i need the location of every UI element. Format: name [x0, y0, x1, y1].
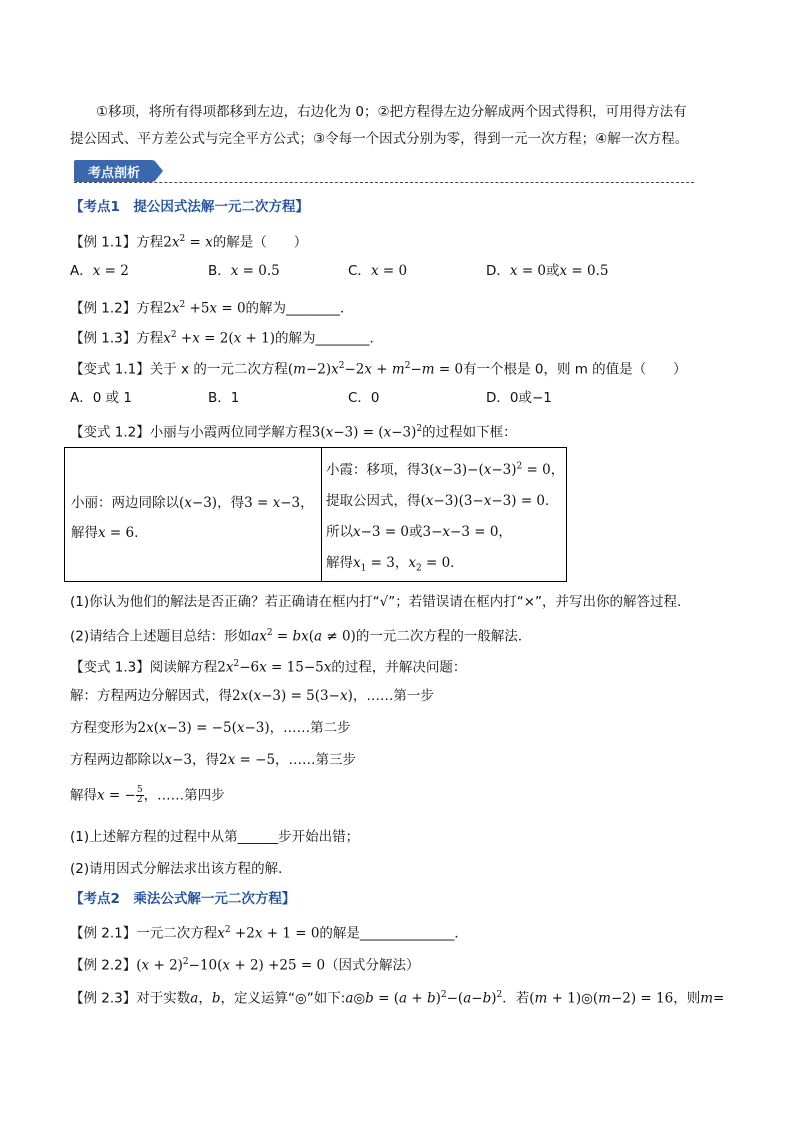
question-2: (2)请结合上述题目总结：形如$ax^2 = bx(a \ne 0)$的一元二次方程的一般解法．	[70, 628, 532, 645]
step-2: 方程变形为2x(x−3) = −5(x−3)，……第二步	[70, 720, 351, 736]
question-4: (2)请用因式分解法求出该方程的解．	[70, 861, 292, 877]
ex23: 【例 2.3】对于实数a，b，定义运算“◎”如下:a◎b = $(a + b)^2-(a-b)^2$．若(m + 1)◎(m−2) = 16，则m=	[70, 990, 725, 1007]
section-banner: 考点剖析	[74, 160, 154, 182]
intro-line-1: ①移项，将所有得项都移到左边，右边化为 0；②把方程得左边分解成两个因式得积，可用得方法有	[96, 104, 687, 120]
box-left-line-2: 解得x = 6.	[71, 525, 139, 541]
ex13: 【例 1.3】方程$x^2 +x = 2(x + 1)$的解为________．	[70, 330, 383, 347]
section-divider	[74, 182, 694, 183]
v12: 【变式 1.2】小丽与小霞两位同学解方程$3(x-3) = (x-3)^2$的过程如下框：	[70, 424, 517, 441]
v11: 【变式 1.1】关于 x 的一元二次方程$(m-2)x^2-2x + m^2-m = 0$有一个根是 0，则 m 的值是（ ）	[70, 361, 687, 378]
section-banner-tail	[154, 160, 163, 182]
box-right-line-3: 所以x−3 = 0或3−x−3 = 0，	[326, 524, 512, 540]
box-right-line-1: 小霞：移项，得$3(x-3)-(x-3)^2 = 0$，	[326, 461, 565, 478]
intro-line-2: 提公因式、平方差公式与完全平方公式；③令每一个因式分别为零，得到一元一次方程；④解一次方程。	[70, 131, 689, 147]
question-1: (1)你认为他们的解法是否正确？若正确请在框内打“√”；若错误请在框内打“×”，并写出你的解答过程．	[70, 594, 691, 610]
v13: 【变式 1.3】阅读解方程$2x^2-6x = 15-5x$的过程，并解决问题：	[70, 659, 467, 676]
ex12: 【例 1.2】方程$2x^2 +5x = 0$的解为________．	[70, 300, 354, 317]
ex11-options: A．x = 2 B．x = 0.5 C．x = 0 D．x = 0或x = 0.5	[70, 263, 609, 279]
box-left-line-1: 小丽：两边同除以(x−3)，得3 = x−3，	[71, 495, 314, 511]
ex21: 【例 2.1】一元二次方程$x^2 +2x + 1 = 0$的解是______________．	[70, 925, 468, 942]
step-4: 解得x = − $\frac{5}{2}$ ，……第四步	[70, 785, 225, 805]
kp1-title: 【考点1 提公因式法解一元二次方程】	[70, 199, 309, 215]
box-left-cell	[65, 448, 322, 582]
ex22: 【例 2.2】$(x + 2)^2-10(x + 2) +25 = 0$（因式分解法）	[70, 957, 420, 974]
step-1: 解：方程两边分解因式，得2x(x−3) = 5(3−x)，……第一步	[70, 688, 434, 704]
ex11: 【例 1.1】方程$2x^2 = x$的解是（ ）	[70, 234, 308, 251]
box-right-line-4: 解得$x_1 = 3$，$x_2 = 0$．	[326, 555, 464, 574]
box-right-line-2: 提取公因式，得(x−3)(3−x−3) = 0．	[326, 493, 559, 509]
kp2-title: 【考点2 乘法公式解一元二次方程】	[70, 891, 296, 907]
question-3: (1)上述解方程的过程中从第______步开始出错；	[70, 829, 360, 845]
v11-options: A．0 或 1 B．1 C．0 D．0或−1	[70, 390, 552, 406]
step-3: 方程两边都除以x−3，得2x = −5，……第三步	[70, 752, 357, 768]
